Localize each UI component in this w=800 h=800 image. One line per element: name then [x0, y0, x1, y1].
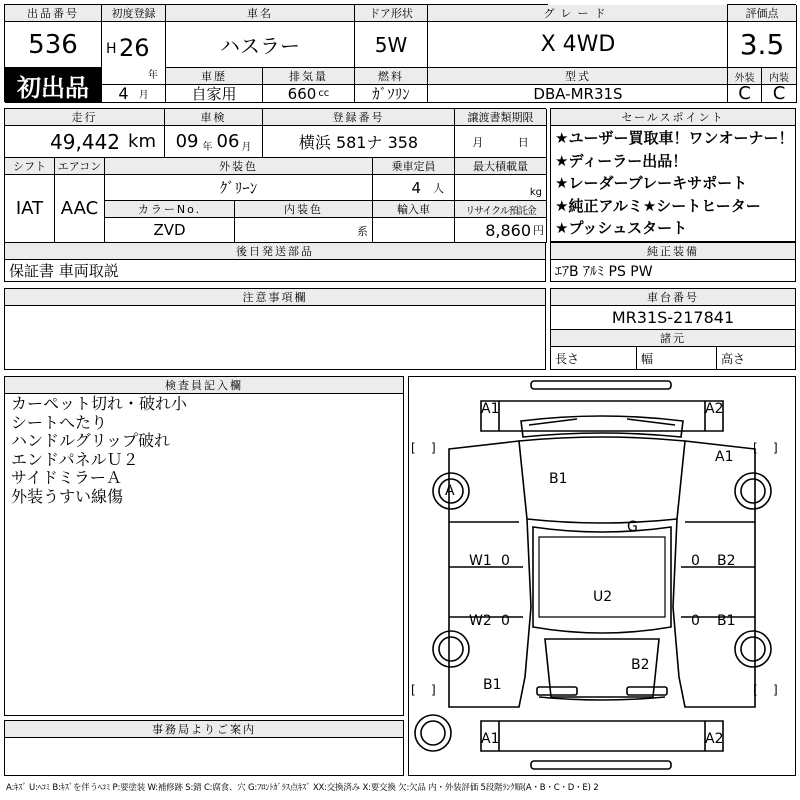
sales-point: ★純正アルミ★シートヒーター: [555, 196, 761, 215]
interior-color-label: 内装色: [235, 201, 373, 218]
score-box: [727, 4, 796, 102]
model-label: 型式: [428, 68, 728, 85]
equipment-box: [550, 242, 796, 282]
notes-title: 注意事項欄: [5, 289, 545, 306]
displacement-label: 排気量: [263, 68, 355, 85]
inspector-line: ハンドルグリップ破れ: [11, 431, 171, 450]
first-reg-label: 初度登録: [102, 5, 166, 22]
capacity-label: 乗車定員: [373, 158, 455, 175]
era: H: [106, 41, 117, 57]
car-diagram-box: [408, 376, 796, 776]
mileage-value: 49,442: [50, 129, 121, 154]
office-box: [4, 720, 404, 776]
recycle-value: 8,860: [485, 220, 531, 240]
insp-year: 09: [175, 131, 199, 152]
reg-month: 4: [118, 85, 129, 103]
inspector-line: サイドミラーＡ: [11, 468, 122, 487]
import-value: [373, 218, 455, 243]
dims-length: 長さ: [551, 347, 637, 369]
fuel-value: ｶﾞｿﾘﾝ: [355, 85, 428, 103]
lot-no: 536: [5, 22, 102, 68]
bracket-bottom-left: [ ]: [411, 683, 436, 697]
transfer-cell: [455, 126, 547, 158]
capacity-cell: [373, 175, 455, 201]
inspector-line: カーペット切れ・破れ小: [11, 394, 188, 413]
sales-points-list: [555, 127, 793, 240]
recycle-unit: 円: [533, 224, 544, 237]
score-label: 評価点: [728, 5, 797, 22]
legend-footer: A:ｷｽﾞ U:ﾍｺﾐ B:ｷｽﾞを伴うﾍｺﾐ P:要塗装 W:補修跡 S:錆 C:腐食、穴 G:ﾌﾛﾝﾄｶﾞﾗｽ点ｷｽﾞ XX:交換済み X:要交換 欠:欠品 内・外装評価 5段階ﾗﾝｸ順(A・B・C・D・E) 2: [6, 783, 599, 793]
plate-value: 横浜 581ナ 358: [263, 126, 455, 158]
inspection-label: 車検: [165, 109, 263, 126]
sales-points-box: [550, 108, 796, 242]
mileage-label: 走行: [5, 109, 165, 126]
transfer-label: 譲渡書類期限: [455, 109, 547, 126]
inspection-cell: [165, 126, 263, 158]
chassis-title: 車台番号: [551, 289, 795, 306]
load-unit: kg: [529, 187, 542, 198]
dims-title: 諸元: [551, 330, 795, 347]
color-no-value: ZVD: [105, 218, 235, 243]
door-label: ドア形状: [355, 5, 428, 22]
mileage-cell: [5, 126, 165, 158]
equipment-value: ｴｱB ｱﾙﾐ PS PW: [555, 263, 653, 280]
inspector-line: エンドパネルＵ２: [11, 449, 139, 469]
mark-a1-top-left: A1: [481, 401, 500, 417]
mark-a2-bottom-right: A2: [705, 731, 724, 747]
ac-value: AAC: [55, 175, 105, 243]
mark-b2-right: B2: [717, 553, 736, 569]
reg-month-cell: [102, 85, 166, 103]
mark-a1-right: A1: [715, 449, 734, 465]
reg-month-unit: 月: [138, 90, 149, 101]
mark-a2-top-right: A2: [705, 401, 724, 417]
door-value: 5W: [355, 22, 428, 68]
sales-point: ★レーダーブレーキサポート: [555, 174, 748, 192]
insp-month-unit: 月: [241, 142, 252, 153]
details-box: [4, 108, 546, 242]
import-label: 輸入車: [373, 201, 455, 218]
mark-b1-hood: B1: [549, 471, 568, 487]
office-title: 事務局よりご案内: [5, 721, 403, 738]
dims-height: 高さ: [721, 351, 746, 366]
load-cell: [455, 175, 547, 201]
later-parts-title: 後日発送部品: [5, 243, 545, 260]
chassis-box: [550, 288, 796, 370]
chassis-value: MR31S-217841: [551, 306, 795, 330]
notes-box: [4, 288, 546, 370]
ac-label: エアコン: [55, 158, 105, 175]
load-label: 最大積載量: [455, 158, 547, 175]
bracket-bottom-right: [ ]: [753, 683, 778, 697]
shift-value: IAT: [5, 175, 55, 243]
later-parts-box: [4, 242, 546, 282]
car-diagram: [409, 377, 795, 775]
exterior-value: C: [728, 85, 762, 103]
mark-w1-left: W1: [469, 553, 492, 569]
sales-point: ★プッシュスタート: [555, 219, 688, 237]
recycle-label: リサイクル預託金: [455, 201, 547, 218]
mark-u2-roof: U2: [593, 589, 613, 605]
mark-b2-rear: B2: [631, 657, 650, 673]
reg-year: 26: [119, 34, 150, 62]
mark-zero-2: 0: [691, 553, 700, 569]
grade-label: グレード: [428, 5, 728, 22]
mark-b1-right: B1: [717, 613, 736, 629]
sales-points-title: セールスポイント: [551, 109, 795, 126]
shift-label: シフト: [5, 158, 55, 175]
mileage-unit: km: [128, 131, 156, 152]
mark-zero-1: 0: [501, 553, 510, 569]
first-listing-badge: 初出品: [5, 68, 102, 103]
interior-color-cell: [235, 218, 373, 243]
fuel-label: 燃料: [355, 68, 428, 85]
equipment-title: 純正装備: [551, 243, 795, 260]
inspector-box: [4, 376, 404, 716]
mark-zero-3: 0: [501, 613, 510, 629]
exterior-label: 外装: [728, 68, 762, 85]
inspector-title: 検査員記入欄: [5, 377, 403, 394]
recycle-cell: [455, 218, 547, 243]
interior-color-unit: 系: [357, 225, 368, 238]
interior-label: 内装: [762, 68, 797, 85]
car-name-label: 車名: [166, 5, 355, 22]
inspector-line: シートへたり: [11, 412, 108, 432]
mark-a1-bottom-left: A1: [481, 731, 500, 747]
mark-g-glass: G: [627, 519, 638, 535]
mark-w2-left: W2: [469, 613, 492, 629]
car-name: ハスラー: [166, 22, 355, 68]
inspector-notes: [11, 395, 187, 506]
plate-label: 登録番号: [263, 109, 455, 126]
color-value: ｸﾞﾘｰﾝ: [105, 175, 373, 201]
transfer-day-unit: 日: [517, 135, 529, 149]
header-box: [4, 4, 623, 103]
bracket-top-right: [ ]: [753, 441, 778, 455]
score-value: 3.5: [728, 22, 797, 68]
dims-width: 幅: [637, 347, 717, 369]
mark-zero-4: 0: [691, 613, 700, 629]
color-label: 外装色: [105, 158, 373, 175]
capacity-value: 4: [411, 178, 421, 197]
lot-no-label: 出品番号: [5, 5, 102, 22]
grade-value: X 4WD: [428, 22, 728, 68]
reg-year-unit: 年: [148, 70, 158, 81]
sales-point: ★ディーラー出品！: [555, 151, 688, 170]
mark-b1-left: B1: [483, 677, 502, 693]
transfer-month-unit: 月: [472, 135, 484, 149]
insp-year-unit: 年: [202, 142, 213, 153]
model-value: DBA-MR31S: [428, 85, 728, 103]
first-reg-value: [102, 22, 166, 85]
history-value: 自家用: [166, 85, 263, 103]
capacity-unit: 人: [433, 181, 444, 195]
displacement-cell: [263, 85, 355, 103]
mark-a-left: A: [445, 483, 455, 499]
sales-point: ★ユーザー買取車！ワンオーナー！: [555, 129, 794, 147]
history-label: 車歴: [166, 68, 263, 85]
displacement-unit: cc: [318, 88, 330, 99]
later-parts-value: 保証書 車両取説: [9, 262, 119, 280]
inspector-line: 外装うすい線傷: [11, 486, 124, 506]
insp-month: 06: [216, 131, 240, 152]
color-no-label: カラーNo.: [105, 201, 235, 218]
bracket-top-left: [ ]: [411, 441, 436, 455]
displacement-value: 660: [287, 85, 317, 103]
interior-value: C: [762, 85, 797, 103]
